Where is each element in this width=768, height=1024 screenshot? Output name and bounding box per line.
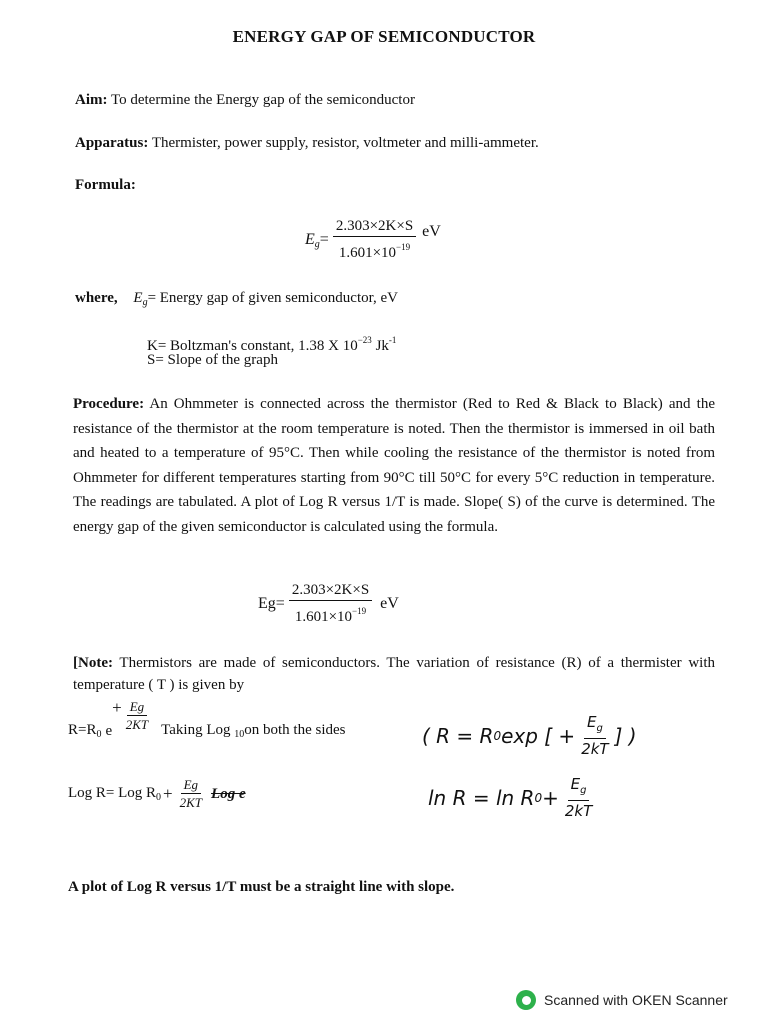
scanner-watermark [516,988,728,1012]
eq4-struck-log-e: Log e [211,785,246,802]
resistance-temperature-equation [68,698,346,740]
log-resistance-equation [68,778,246,810]
document-title: ENERGY GAP OF SEMICONDUCTOR [232,27,536,46]
eq3-taking-log-text: Taking Log $_{10}$on both the sides [161,722,346,740]
formula-unit: eV [422,223,441,240]
formula2-numerator: 2.303×2K×S [289,582,372,601]
eq3-exponent: + $\frac{Eg}{2KT}$ [112,698,149,732]
formula-numerator: 2.303×2K×S [333,218,416,237]
aim-label: Aim: [75,92,108,108]
formula2-equals: = [275,595,285,612]
formula2-lhs: Eg [258,595,276,612]
apparatus-label: Apparatus: [75,135,149,151]
where-label: where, [75,290,118,306]
s-definition: S= Slope of the graph [147,352,278,368]
k-definition: K= Boltzman's constant, 1.38 X $10^{-23}$ $Jk^{-1}$ [147,335,397,354]
eq4-sign: + [163,784,173,803]
eg-definition: $E_g=$ Energy gap of given semiconductor, eV [133,290,398,308]
aim-text: To determine the Energy gap of the semiconductor [107,92,415,108]
scanner-footer-text: Scanned with OKEN Scanner [544,992,728,1008]
eq3-base: e [105,723,113,739]
formula-equals: = [319,231,329,248]
procedure-label: Procedure: [73,396,145,412]
procedure-paragraph [73,392,715,539]
formula-fraction [333,218,416,262]
note-label: [Note: [73,655,113,671]
note-paragraph [73,652,715,696]
formula-label: Formula: [75,177,136,193]
oken-scanner-logo-icon [516,990,536,1010]
handwritten-exponential-form: ( R = R 0 exp [ + $\frac{E_g}{2kT}$ ] ) [422,713,637,758]
eq3-lhs: $R=R_0$ [68,722,102,740]
energy-gap-formula-repeat [258,582,399,626]
procedure-text: An Ohmmeter is connected across the thermistor (Red to Red & Black to Black) and the resistance of the thermistor at the room temperature is noted. Then the thermistor is immersed in oil bath and heated to a temperature of 95°C. Then while cooling the resistance of the thermistor is noted from Ohmmeter for different temperatures starting from 90°C till 50°C for every 5°C reduction in temperature. The readings are tabulated. A plot of Log R versus 1/T is made. Slope( S) of the curve is determined. The energy gap of the given semiconductor is calculated using the formula. [73,396,715,535]
formula-denominator: $1.601\times 10^{-19}$ [338,242,411,261]
apparatus-line [75,133,539,153]
aim-line [75,90,415,110]
eq4-lhs: Log R= Log $R_0$ [68,785,162,803]
where-line [75,288,398,313]
apparatus-text: Thermister, power supply, resistor, voltmeter and milli-ammeter. [148,135,539,151]
formula2-unit: eV [380,595,399,612]
formula2-fraction [289,582,372,626]
eq4-fraction: $\frac{Eg}{2KT}$ [179,777,203,810]
handwritten-natural-log-form: ln R = ln R 0 + $\frac{E_g}{2kT}$ [428,775,593,820]
note-text: Thermistors are made of semiconductors. The variation of resistance (R) of a thermister with temperature ( T ) is given by [73,655,715,693]
formula2-denominator: $1.601\times 10^{-19}$ [294,606,367,625]
conclusion-line: A plot of Log R versus 1/T must be a straight line with slope. [68,879,455,895]
formula-lhs: $E_g$ [305,230,320,250]
energy-gap-formula [305,218,441,262]
